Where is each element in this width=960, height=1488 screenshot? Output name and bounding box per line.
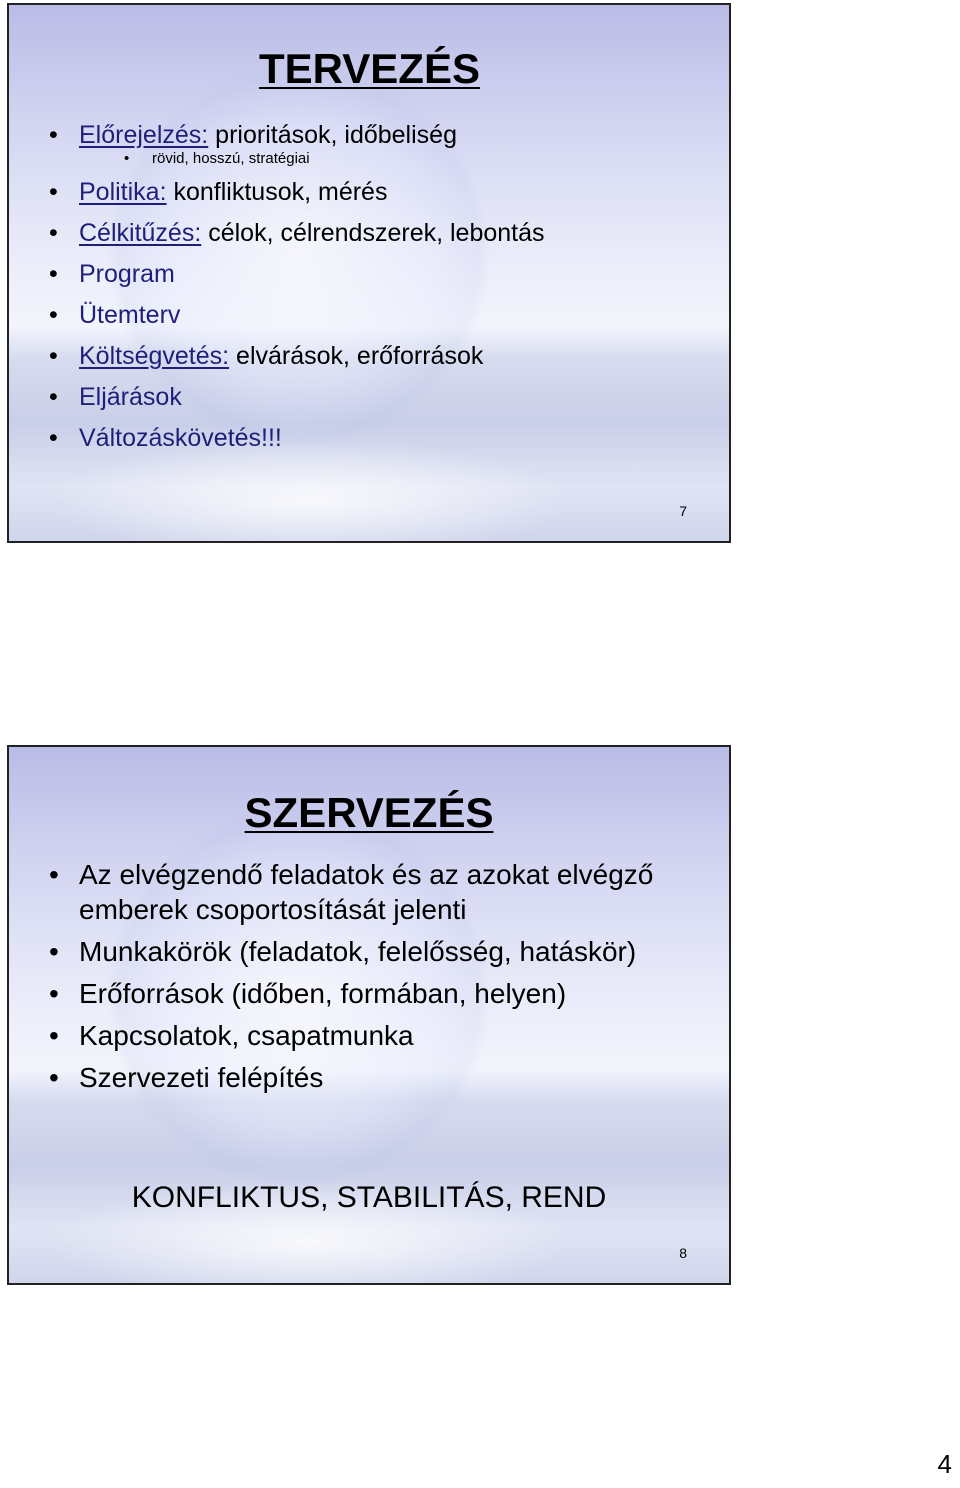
item-text: konfliktusok, mérés bbox=[166, 178, 388, 206]
bullet-list bbox=[49, 857, 669, 1102]
list-item bbox=[49, 295, 545, 336]
list-item bbox=[49, 336, 545, 377]
list-item: • Erőforrások (időben, formában, helyen) bbox=[49, 976, 669, 1011]
list-item bbox=[49, 213, 545, 254]
item-term: Előrejelzés: bbox=[79, 121, 209, 149]
item-text: célok, célrendszerek, lebontás bbox=[201, 219, 545, 247]
item-term: Politika: bbox=[79, 178, 167, 206]
list-item: • Szervezeti felépítés bbox=[49, 1060, 669, 1095]
item-text: prioritások, időbeliség bbox=[208, 121, 457, 149]
list-item bbox=[49, 172, 545, 213]
document-page-number: 4 bbox=[937, 1449, 952, 1479]
slide-number: 7 bbox=[679, 503, 687, 519]
bullet-list bbox=[49, 115, 545, 459]
item-term: Költségvetés: bbox=[79, 342, 230, 370]
list-item bbox=[49, 254, 545, 295]
item-term: Változáskövetés!!! bbox=[79, 424, 282, 452]
item-term: Eljárások bbox=[79, 383, 182, 411]
sub-item-text: rövid, hosszú, stratégiai bbox=[152, 150, 310, 167]
item-term: Ütemterv bbox=[79, 301, 181, 329]
item-term: Célkitűzés: bbox=[79, 219, 202, 247]
slide-title: SZERVEZÉS bbox=[244, 789, 494, 836]
item-term: Program bbox=[79, 260, 175, 288]
list-item bbox=[49, 418, 545, 459]
list-item bbox=[49, 377, 545, 418]
slide-footer-text: KONFLIKTUS, STABILITÁS, REND bbox=[131, 1181, 607, 1214]
list-item: • Munkakörök (feladatok, felelősség, hatáskör) bbox=[49, 934, 669, 969]
slide-number: 8 bbox=[679, 1245, 687, 1261]
item-text: elvárások, erőforrások bbox=[229, 342, 484, 370]
slide-8 bbox=[7, 745, 731, 1285]
list-item: • Kapcsolatok, csapatmunka bbox=[49, 1018, 669, 1053]
slide-title: TERVEZÉS bbox=[259, 45, 480, 92]
list-item: • Az elvégzendő feladatok és az azokat elvégző emberek csoportosítását jelenti bbox=[49, 857, 669, 927]
sub-list-item bbox=[49, 150, 545, 168]
slide-7 bbox=[7, 3, 731, 543]
